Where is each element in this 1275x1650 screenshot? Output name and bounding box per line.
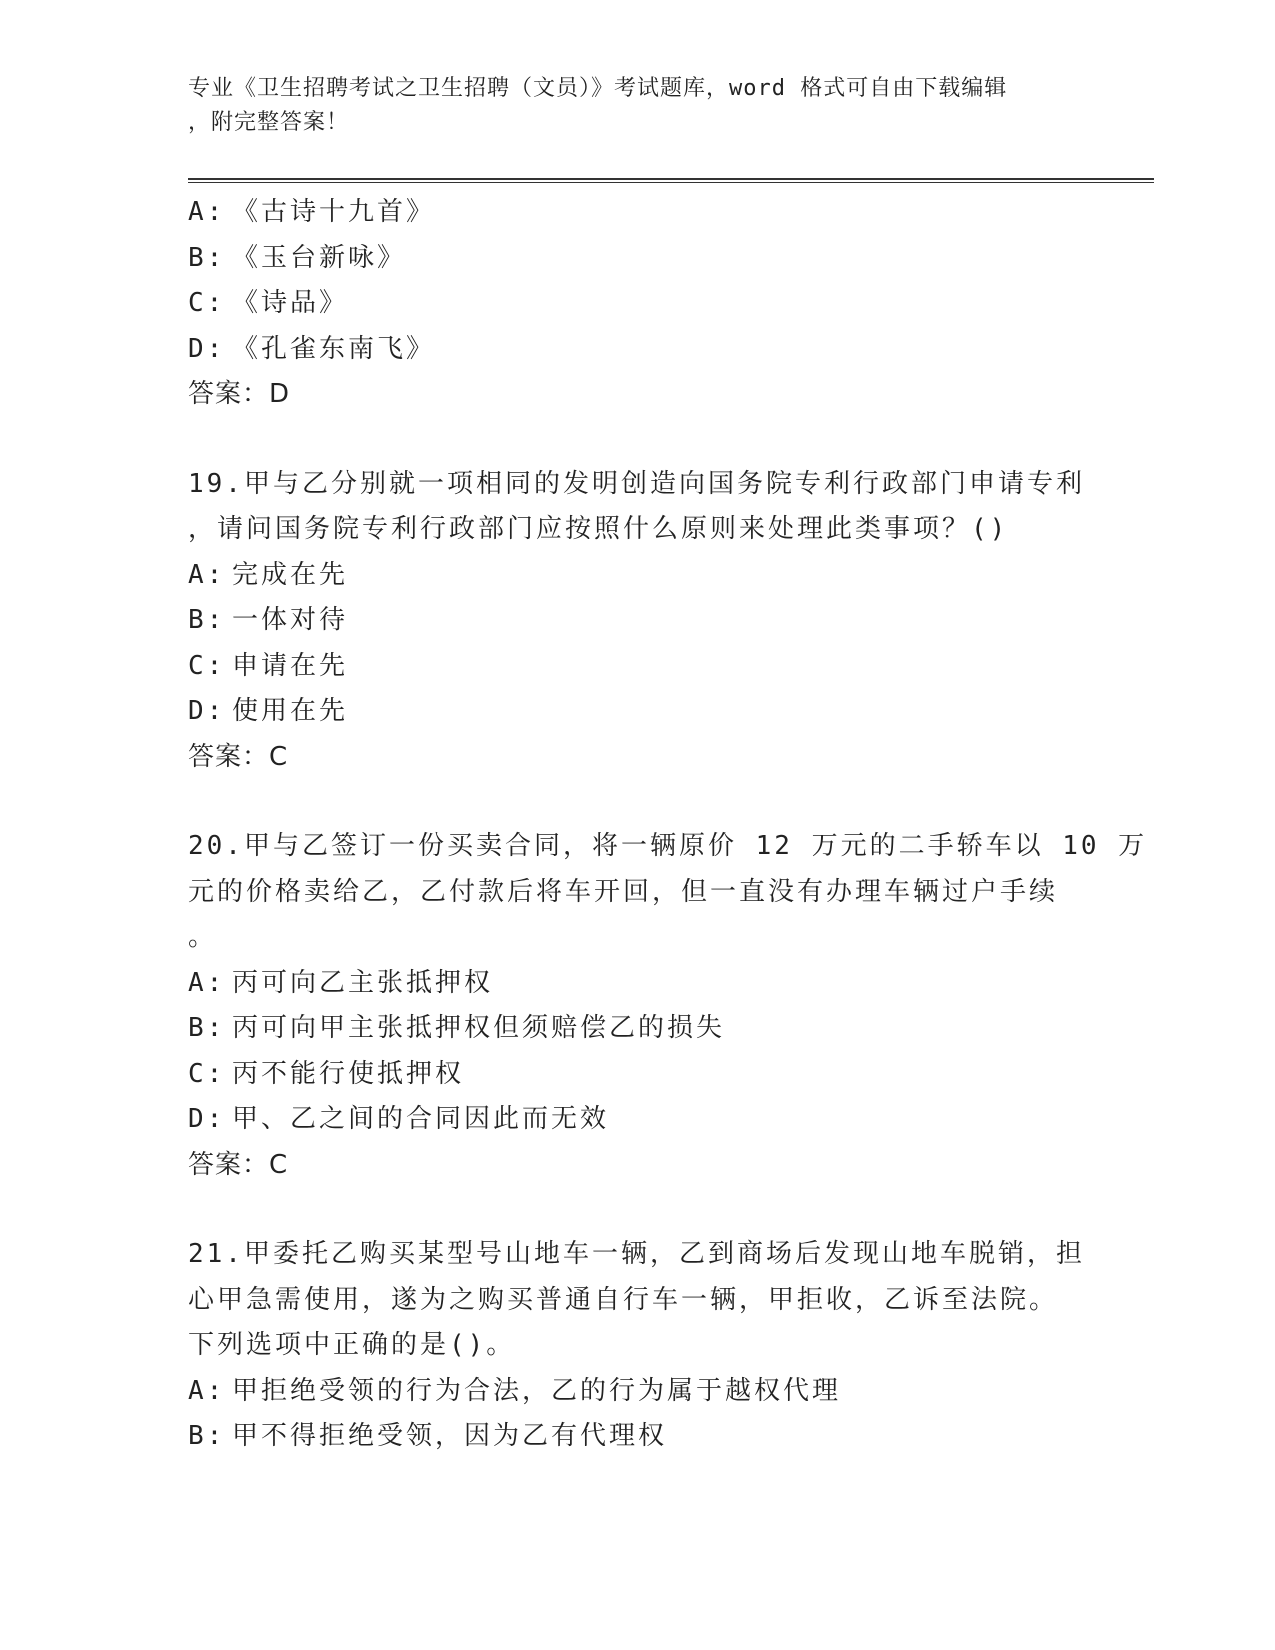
option-b	[188, 236, 1088, 282]
option-text: 甲、乙之间的合同因此而无效	[232, 1104, 610, 1134]
option-text: 一体对待	[232, 605, 349, 635]
question-20	[188, 824, 1148, 1188]
question-list	[188, 190, 1148, 1460]
option-d	[188, 327, 1088, 373]
option-letter: D:	[188, 333, 226, 364]
option-letter: B:	[188, 1421, 226, 1451]
option-text: 《诗品》	[232, 288, 349, 318]
option-text: 《玉台新咏》	[232, 242, 407, 273]
option-b	[188, 1414, 1088, 1460]
option-letter: A:	[188, 197, 226, 227]
question-19	[188, 462, 1088, 781]
question-stem-line: 元的价格卖给乙，乙付款后将车开回，但一直没有办理车辆过户手续	[188, 876, 1059, 907]
question-21	[188, 1232, 1088, 1460]
header-line-2: ，附完整答案！	[188, 110, 350, 135]
option-a	[188, 190, 1088, 236]
question-stem-line: 心甲急需使用，遂为之购买普通自行车一辆，甲拒收，乙诉至法院。	[188, 1284, 1059, 1315]
answer: 答案：D	[188, 379, 291, 409]
option-letter: B:	[188, 242, 226, 273]
spacer	[188, 418, 1088, 462]
option-text: 《古诗十九首》	[232, 197, 436, 227]
option-b	[188, 1006, 1088, 1052]
option-text: 丙可向乙主张抵押权	[232, 967, 494, 998]
option-a	[188, 961, 1088, 1007]
option-letter: D:	[188, 1104, 226, 1134]
option-a	[188, 553, 1088, 599]
option-letter: D:	[188, 696, 226, 726]
option-c	[188, 1052, 1088, 1098]
question-stem-line: 21.甲委托乙购买某型号山地车一辆，乙到商场后发现山地车脱销，担	[188, 1239, 1085, 1269]
option-letter: C:	[188, 1058, 226, 1089]
option-text: 《孔雀东南飞》	[232, 333, 436, 364]
document-header	[188, 72, 1068, 140]
spacer	[188, 780, 1088, 824]
option-text: 申请在先	[232, 650, 349, 681]
answer: 答案：C	[188, 1149, 289, 1180]
option-letter: C:	[188, 288, 226, 318]
option-letter: B:	[188, 605, 226, 635]
question-stem-line: 19.甲与乙分别就一项相同的发明创造向国务院专利行政部门申请专利	[188, 468, 1085, 499]
option-c	[188, 281, 1088, 327]
answer: 答案：C	[188, 741, 289, 772]
option-text: 丙不能行使抵押权	[232, 1058, 465, 1089]
question-stem-line: 下列选项中正确的是()。	[188, 1330, 516, 1360]
question-18	[188, 190, 1088, 418]
option-text: 甲不得拒绝受领，因为乙有代理权	[232, 1421, 668, 1451]
option-letter: C:	[188, 650, 226, 681]
option-c	[188, 644, 1088, 690]
question-stem-line: 。	[188, 922, 218, 952]
question-stem-line: ，请问国务院专利行政部门应按照什么原则来处理此类事项？()	[188, 514, 1009, 544]
option-text: 完成在先	[232, 559, 349, 590]
option-letter: A:	[188, 967, 226, 998]
option-letter: A:	[188, 1375, 226, 1406]
question-stem-line: 20.甲与乙签订一份买卖合同，将一辆原价 12 万元的二手轿车以 10 万	[188, 831, 1148, 861]
option-letter: A:	[188, 559, 226, 590]
spacer	[188, 1188, 1088, 1232]
header-line-1: 专业《卫生招聘考试之卫生招聘（文员）》考试题库，word 格式可自由下载编辑	[188, 76, 1008, 101]
header-divider	[188, 178, 1154, 183]
option-d	[188, 1097, 1088, 1143]
option-text: 甲拒绝受领的行为合法，乙的行为属于越权代理	[232, 1375, 842, 1406]
option-text: 丙可向甲主张抵押权但须赔偿乙的损失	[232, 1013, 726, 1043]
option-b	[188, 598, 1088, 644]
option-text: 使用在先	[232, 696, 349, 726]
option-d	[188, 689, 1088, 735]
option-a	[188, 1369, 1088, 1415]
option-letter: B:	[188, 1013, 226, 1043]
